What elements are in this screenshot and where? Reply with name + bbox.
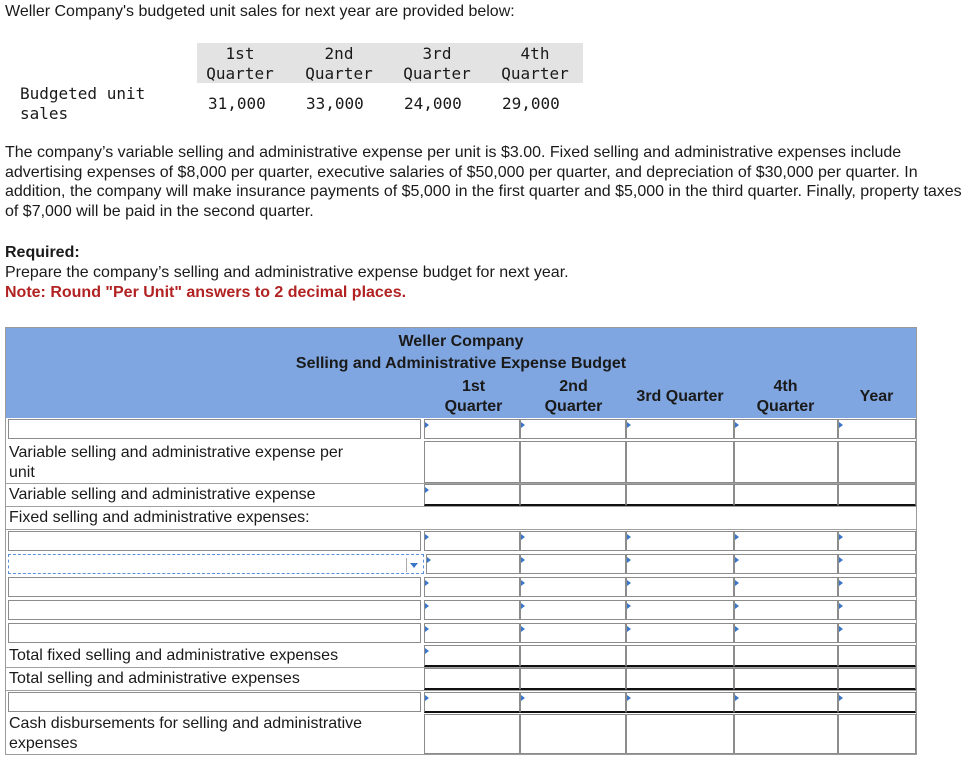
sales-value-q3: 24,000 [404,94,462,113]
row-less-noncash [6,691,916,713]
row-fixed-item-3-q3[interactable] [626,577,734,597]
row-total-fixed-q2[interactable] [520,645,626,667]
row-var-expense-year[interactable] [838,484,916,506]
sales-value-q1: 31,000 [208,94,266,113]
row-total-fixed-label: Total fixed selling and administrative expenses [9,647,339,664]
required-section [5,243,569,303]
problem-paragraph: The company’s variable selling and administrative expense per unit is $3.00. Fixed selling and administrative expenses include advertising expenses of $8,000 per quarter, executive salaries of $50,000 per quarter, and depreciation of $30,000 per quarter. In addition, the company will make insurance payments of $5,000 in the first quarter and $5,000 in the third quarter. Finally, property taxes of $7,000 will be paid in the second quarter. [5,144,962,220]
col-head-q2-line1: 2nd [559,378,588,395]
row-fixed-item-2-year[interactable] [838,554,916,574]
row-cash-disbursements-year[interactable] [838,714,916,754]
row-fixed-item-3-q4[interactable] [734,577,838,597]
row-fixed-item-5-year[interactable] [838,623,916,643]
col-head-q4-line1: 4th [773,378,798,395]
intro-text: Weller Company's budgeted unit sales for next year are provided below: [5,3,515,20]
col-head-q2-line2: Quarter [544,398,603,415]
row-fixed-item-2-q2[interactable] [520,554,626,574]
row-var-expense-label: Variable selling and administrative expense [9,486,316,503]
sales-value-q2: 33,000 [306,94,364,113]
row-total-sa-q1[interactable] [424,668,520,690]
row-fixed-item-4-year[interactable] [838,600,916,620]
row-fixed-item-2-q3[interactable] [626,554,734,574]
row-total-sa-q2[interactable] [520,668,626,690]
sales-col-q3 [398,44,476,84]
sales-col-q3-line1: 3rd [422,44,452,63]
chevron-down-icon[interactable] [406,558,421,572]
required-heading: Required: [5,244,80,261]
row-fixed-item-4-q4[interactable] [734,600,838,620]
sales-col-q3-line2: Quarter [403,64,471,83]
row-var-per-unit-q2[interactable] [520,441,626,483]
row-cash-disbursements-label-line1: Cash disbursements for selling and administrative [9,715,363,732]
sales-col-q2-line1: 2nd [324,44,354,63]
row-total-sa [6,668,916,690]
row-fixed-item-3 [6,576,916,598]
row-fixed-item-5-q3[interactable] [626,623,734,643]
row-total-fixed-year[interactable] [838,645,916,667]
row-less-noncash-q2[interactable] [520,692,626,713]
row-total-sa-q3[interactable] [626,668,734,690]
row-fixed-item-2-q4[interactable] [734,554,838,574]
sales-col-q4 [496,44,574,84]
row-cash-disbursements-label-line2: expenses [9,735,78,752]
budget-title: Selling and Administrative Expense Budget [295,355,627,372]
row-var-expense-q4[interactable] [734,484,838,506]
row-var-expense-q2[interactable] [520,484,626,506]
row-total-sa-year[interactable] [838,668,916,690]
row-fixed-heading [6,507,916,529]
col-head-q4 [734,377,837,417]
row-less-noncash-year[interactable] [838,692,916,713]
col-head-q1-line1: 1st [461,378,486,395]
row-var-per-unit-label-line2: unit [9,464,35,481]
sales-col-q2-line2: Quarter [305,64,373,83]
row-less-noncash-q4[interactable] [734,692,838,713]
row-less-noncash-q1[interactable] [424,692,520,713]
row-cash-disbursements [6,714,916,756]
row-fixed-item-4-q3[interactable] [626,600,734,620]
row-fixed-item-1-year[interactable] [838,531,916,551]
row-cash-disbursements-q2[interactable] [520,714,626,754]
col-head-q2 [521,377,626,417]
row-var-per-unit-label [9,443,343,483]
row-total-fixed-q4[interactable] [734,645,838,667]
sales-row-label [20,84,145,124]
row-var-expense [6,484,916,506]
row-cash-disbursements-q4[interactable] [734,714,838,754]
col-head-q1 [426,377,521,417]
row-fixed-item-1-q3[interactable] [626,531,734,551]
row-fixed-item-1-q4[interactable] [734,531,838,551]
row-fixed-item-5-q2[interactable] [520,623,626,643]
sales-col-q1-line1: 1st [225,44,255,63]
row-units-year[interactable] [838,419,916,439]
row-cash-disbursements-q3[interactable] [626,714,734,754]
col-head-q3: 3rd Quarter [636,388,724,405]
row-units-label-input[interactable] [8,419,421,439]
row-cash-disbursements-label [9,714,362,754]
row-var-expense-q3[interactable] [626,484,734,506]
sales-col-q4-line1: 4th [520,44,550,63]
row-var-per-unit-q3[interactable] [626,441,734,483]
col-head-q4-line2: Quarter [756,398,815,415]
col-head-year: Year [859,388,894,405]
row-var-per-unit-label-line1: Variable selling and administrative expense per [9,444,344,461]
row-fixed-item-2 [6,553,916,575]
row-fixed-item-1-q1[interactable] [424,531,520,551]
row-fixed-item-4-label-input[interactable] [8,600,421,620]
row-fixed-item-3-q1[interactable] [424,577,520,597]
row-cash-disbursements-q1[interactable] [424,714,520,754]
row-var-expense-q1[interactable] [424,484,520,506]
row-fixed-item-5-q4[interactable] [734,623,838,643]
row-fixed-item-1-label-input[interactable] [8,531,421,551]
row-fixed-item-3-q2[interactable] [520,577,626,597]
row-fixed-item-4 [6,599,916,621]
row-total-fixed [6,645,916,667]
col-head-q1-line2: Quarter [444,398,503,415]
row-fixed-item-4-q1[interactable] [424,600,520,620]
row-fixed-item-5-q1[interactable] [424,623,520,643]
row-var-per-unit-q4[interactable] [734,441,838,483]
row-fixed-item-4-q2[interactable] [520,600,626,620]
row-var-per-unit-year[interactable] [838,441,916,483]
row-fixed-item-5 [6,622,916,644]
required-text: Prepare the company’s selling and administrative expense budget for next year. [5,264,569,281]
sales-col-q1 [205,44,275,84]
sales-col-q4-line2: Quarter [501,64,569,83]
sales-col-q2 [300,44,378,84]
row-var-per-unit-q1[interactable] [424,441,520,483]
row-fixed-item-1-q2[interactable] [520,531,626,551]
budget-company: Weller Company [398,333,524,350]
row-fixed-item-2-dropdown[interactable] [8,554,424,574]
sales-row-label-line2: sales [20,104,69,123]
row-less-noncash-label-input[interactable] [8,692,421,712]
row-units [6,418,916,440]
row-less-noncash-q3[interactable] [626,692,734,713]
row-total-fixed-q3[interactable] [626,645,734,667]
sales-col-q1-line2: Quarter [206,64,274,83]
row-fixed-item-5-label-input[interactable] [8,623,421,643]
row-total-sa-q4[interactable] [734,668,838,690]
row-var-per-unit [6,441,916,483]
row-total-sa-label: Total selling and administrative expenses [9,670,300,687]
budget-worksheet [5,327,917,755]
sales-value-q4: 29,000 [502,94,560,113]
row-units-q1[interactable] [424,419,520,439]
sales-row-label-line1: Budgeted unit [20,84,146,103]
rounding-note: Note: Round "Per Unit" answers to 2 decimal places. [5,284,407,301]
row-units-q2[interactable] [520,419,626,439]
row-fixed-item-1 [6,530,916,552]
row-units-q3[interactable] [626,419,734,439]
row-total-fixed-q1[interactable] [424,645,520,667]
row-units-q4[interactable] [734,419,838,439]
row-fixed-item-3-year[interactable] [838,577,916,597]
row-fixed-item-2-q1[interactable] [426,554,520,574]
row-fixed-item-3-label-input[interactable] [8,577,421,597]
row-fixed-heading-label: Fixed selling and administrative expenses: [9,509,310,526]
